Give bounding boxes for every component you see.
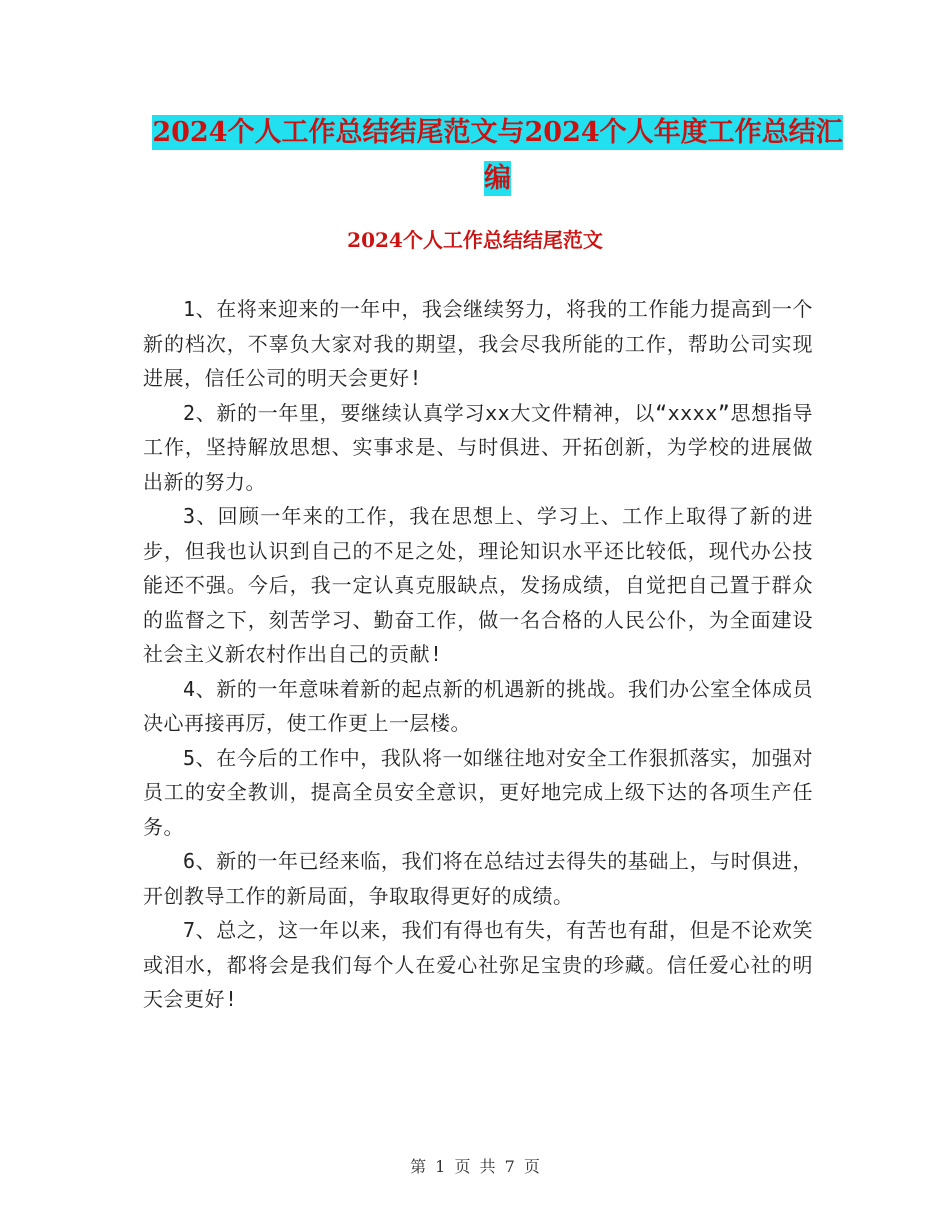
paragraph-6: 6、新的一年已经来临，我们将在总结过去得失的基础上，与时俱进，开创教导工作的新局面，争取取得更好的成绩。 <box>143 849 813 908</box>
paragraph-2: 2、新的一年里，要继续认真学习xx大文件精神，以“xxxx”思想指导工作，坚持解放思想、实事求是、与时俱进、开拓创新，为学校的进展做出新的努力。 <box>143 400 813 494</box>
page-number-footer: 第 1 页 共 7 页 <box>410 1157 540 1176</box>
document-title <box>150 110 845 202</box>
paragraph-1: 1、在将来迎来的一年中，我会继续努力，将我的工作能力提高到一个新的档次，不辜负大家对我的期望，我会尽我所能的工作，帮助公司实现进展，信任公司的明天会更好! <box>143 297 813 390</box>
paragraph-4: 4、新的一年意味着新的起点新的机遇新的挑战。我们办公室全体成员决心再接再厉，使工作更上一层楼。 <box>143 676 813 735</box>
paragraph-3: 3、回顾一年来的工作，我在思想上、学习上、工作上取得了新的进步，但我也认识到自己的不足之处，理论知识水平还比较低，现代办公技能还不强。今后，我一定认真克服缺点，发扬成绩，自觉把自己置于群众的监督之下，刻苦学习、勤奋工作，做一名合格的人民公仆，为全面建设社会主义新农村作出自己的贡献! <box>143 504 813 666</box>
paragraph-7: 7、总之，这一年以来，我们有得也有失，有苦也有甜，但是不论欢笑或泪水，都将会是我们每个人在爱心社弥足宝贵的珍藏。信任爱心社的明天会更好! <box>143 918 813 1011</box>
section-title: 2024个人工作总结结尾范文 <box>347 228 603 252</box>
document-body <box>143 292 813 1017</box>
document-title-text: 2024个人工作总结结尾范文与2024个人年度工作总结汇编 <box>152 117 843 194</box>
paragraph-5: 5、在今后的工作中，我队将一如继往地对安全工作狠抓落实，加强对员工的安全教训，提高全员安全意识，更好地完成上级下达的各项生产任务。 <box>143 745 813 839</box>
